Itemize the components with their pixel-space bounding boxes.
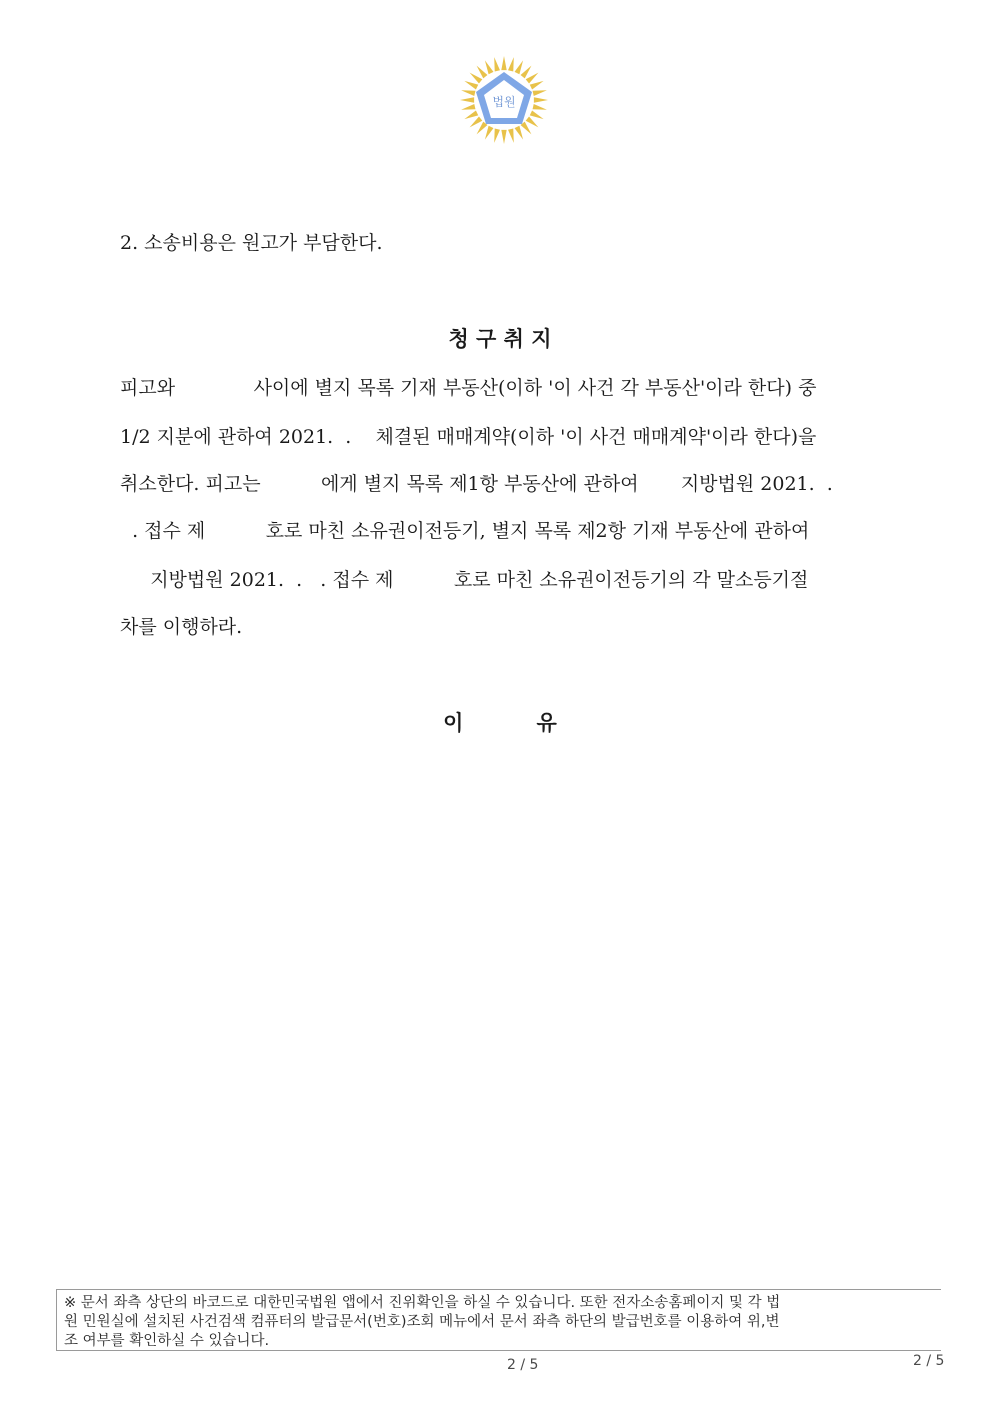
seal-ray [526,117,539,128]
notice-line: ※ 문서 좌측 상단의 바코드로 대한민국법원 앱에서 진위확인을 하실 수 있습니다. 또한 전자소송홈페이지 및 각 법 [64,1295,781,1311]
seal-ray [460,97,474,102]
seal-ray [526,73,539,84]
seal-ray [470,117,483,128]
seal-ray [530,81,544,90]
claim-line: 지방법원 2021. . . 접수 제 호로 마친 소유권이전등기의 각 말소등기절 [120,569,809,591]
seal-ray [501,56,506,70]
seal-ray [533,104,547,110]
notice-line: 원 민원실에 설치된 사건검색 컴퓨터의 발급문서(번호)조회 메뉴에서 문서 좌측 하단의 발급번호를 이용하여 위,변 [64,1314,780,1330]
page-number-center: 2 / 5 [507,1357,539,1373]
seal-ray [534,97,548,102]
seal-ray [515,126,524,140]
seal-ray [521,122,532,135]
seal-ray [477,122,488,135]
cost-burden-line: 2. 소송비용은 원고가 부담한다. [120,232,383,254]
seal-ray [477,66,488,79]
seal-ray [470,73,483,84]
seal-ray [464,111,478,120]
claim-line: 취소한다. 피고는 에게 별지 목록 제1항 부동산에 관하여 지방법원 2021. . [120,473,833,495]
seal-ray [530,111,544,120]
seal-ray [494,57,500,71]
page-number-right: 2 / 5 [913,1353,945,1369]
seal-ray [521,66,532,79]
seal-ray [515,60,524,74]
claim-line: 차를 이행하라. [120,616,243,638]
seal-ray [508,57,514,71]
seal-ray [485,60,494,74]
claim-line: 피고와 사이에 별지 목록 기재 부동산(이하 '이 사건 각 부동산'이라 한다) 중 [120,377,817,399]
claim-line: . 접수 제 호로 마친 소유권이전등기, 별지 목록 제2항 기재 부동산에 관하여 [120,520,810,542]
claim-line: 1/2 지분에 관하여 2021. . 체결된 매매계약(이하 '이 사건 매매계약'이라 한다)을 [120,426,817,448]
seal-ray [533,90,547,96]
seal-ray [494,129,500,143]
seal-ray [461,104,475,110]
seal-ray [464,81,478,90]
section-title-claim: 청 구 취 지 [448,327,552,351]
seal-ray [508,129,514,143]
seal-label: 법원 [492,95,516,109]
seal-ray [485,126,494,140]
court-seal-icon [456,54,552,146]
seal-ray [501,130,506,144]
notice-line: 조 여부를 확인하실 수 있습니다. [64,1333,270,1349]
seal-ray [461,90,475,96]
section-title-reason: 이 유 [443,711,557,735]
